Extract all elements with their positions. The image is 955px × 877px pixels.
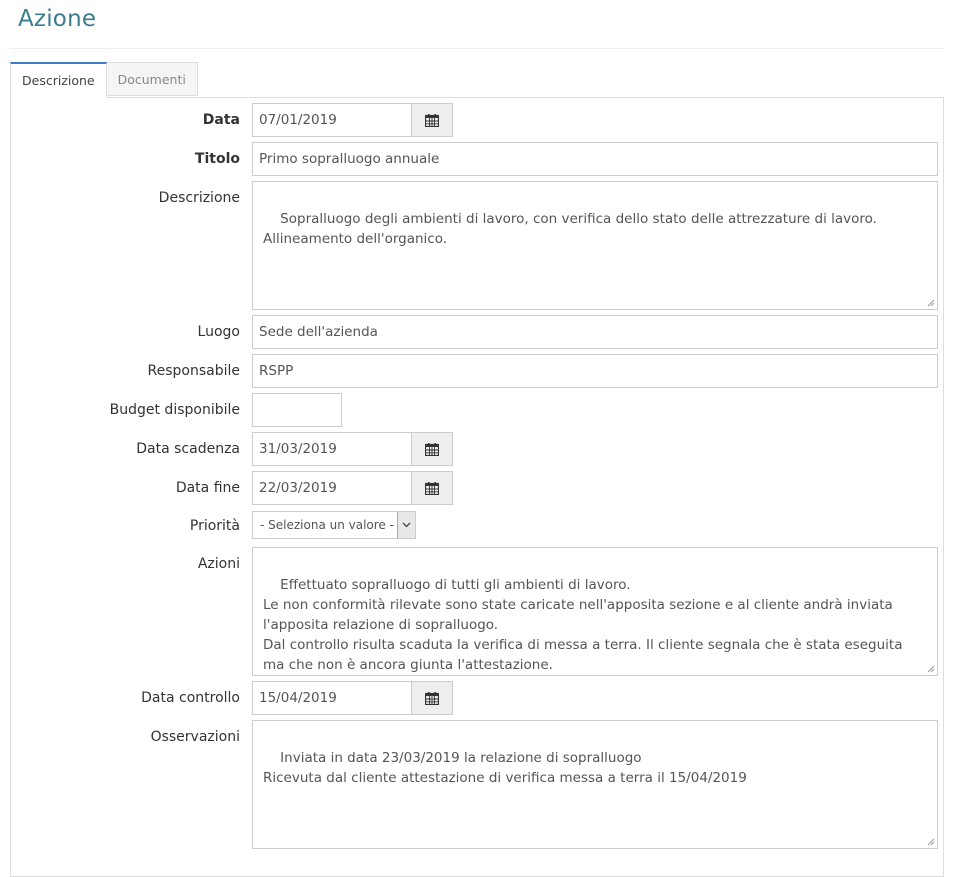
luogo-input[interactable]: Sede dell'azienda <box>252 315 938 349</box>
tab-bar <box>10 62 197 98</box>
tab-documenti[interactable]: Documenti <box>106 62 198 96</box>
osservazioni-text: Inviata in data 23/03/2019 la relazione di sopralluogo Ricevuta dal cliente attestazione di verifica messa a terra il 15/04/2019 <box>263 750 747 786</box>
calendar-icon <box>425 482 439 495</box>
data-input[interactable]: 07/01/2019 <box>252 103 412 137</box>
azioni-textarea[interactable] <box>252 547 938 676</box>
data-fine-calendar-button[interactable] <box>411 471 453 505</box>
data-controllo-label: Data controllo <box>141 690 240 706</box>
priorita-select[interactable] <box>252 511 416 539</box>
calendar-icon <box>425 692 439 705</box>
data-fine-label: Data fine <box>175 480 240 496</box>
titolo-label: Titolo <box>194 151 240 167</box>
resize-grip-icon[interactable] <box>926 664 935 673</box>
responsabile-input[interactable]: RSPP <box>252 354 938 388</box>
descrizione-text: Sopralluogo degli ambienti di lavoro, con verifica dello stato delle attrezzature di lavoro. Allineamento dell'organico. <box>263 211 877 247</box>
data-scadenza-input[interactable]: 31/03/2019 <box>252 432 412 466</box>
budget-label: Budget disponibile <box>109 402 240 418</box>
calendar-icon <box>425 114 439 127</box>
titolo-input[interactable]: Primo sopralluogo annuale <box>252 142 938 176</box>
priorita-label: Priorità <box>189 518 240 534</box>
resize-grip-icon[interactable] <box>926 837 935 846</box>
osservazioni-label: Osservazioni <box>150 729 240 745</box>
osservazioni-textarea[interactable] <box>252 720 938 849</box>
luogo-label: Luogo <box>197 324 240 340</box>
data-fine-input[interactable]: 22/03/2019 <box>252 471 412 505</box>
descrizione-label: Descrizione <box>158 190 240 206</box>
azioni-text: Effettuato sopralluogo di tutti gli ambienti di lavoro. Le non conformità rilevate sono state caricate nell'apposita sezione e al cliente andrà inviata l'apposita relazione di sopralluogo. Dal controllo risulta scaduta la verifica di messa a terra. Il cliente segnala che è stata eseguita ma che non è ancora giunta l'attestazione. <box>263 577 903 673</box>
tab-descrizione[interactable]: Descrizione <box>10 62 107 98</box>
page-title: Azione <box>18 6 97 32</box>
chevron-down-icon[interactable] <box>397 512 415 538</box>
data-scadenza-label: Data scadenza <box>136 441 240 457</box>
priorita-selected-value: - Seleziona un valore - <box>260 518 394 532</box>
data-scadenza-calendar-button[interactable] <box>411 432 453 466</box>
data-label: Data <box>202 112 240 128</box>
calendar-icon <box>425 443 439 456</box>
title-divider <box>10 48 944 49</box>
budget-input[interactable] <box>252 393 342 427</box>
data-controllo-calendar-button[interactable] <box>411 681 453 715</box>
descrizione-textarea[interactable] <box>252 181 938 310</box>
responsabile-label: Responsabile <box>147 363 240 379</box>
resize-grip-icon[interactable] <box>926 298 935 307</box>
azioni-label: Azioni <box>197 556 240 572</box>
data-controllo-input[interactable]: 15/04/2019 <box>252 681 412 715</box>
data-calendar-button[interactable] <box>411 103 453 137</box>
